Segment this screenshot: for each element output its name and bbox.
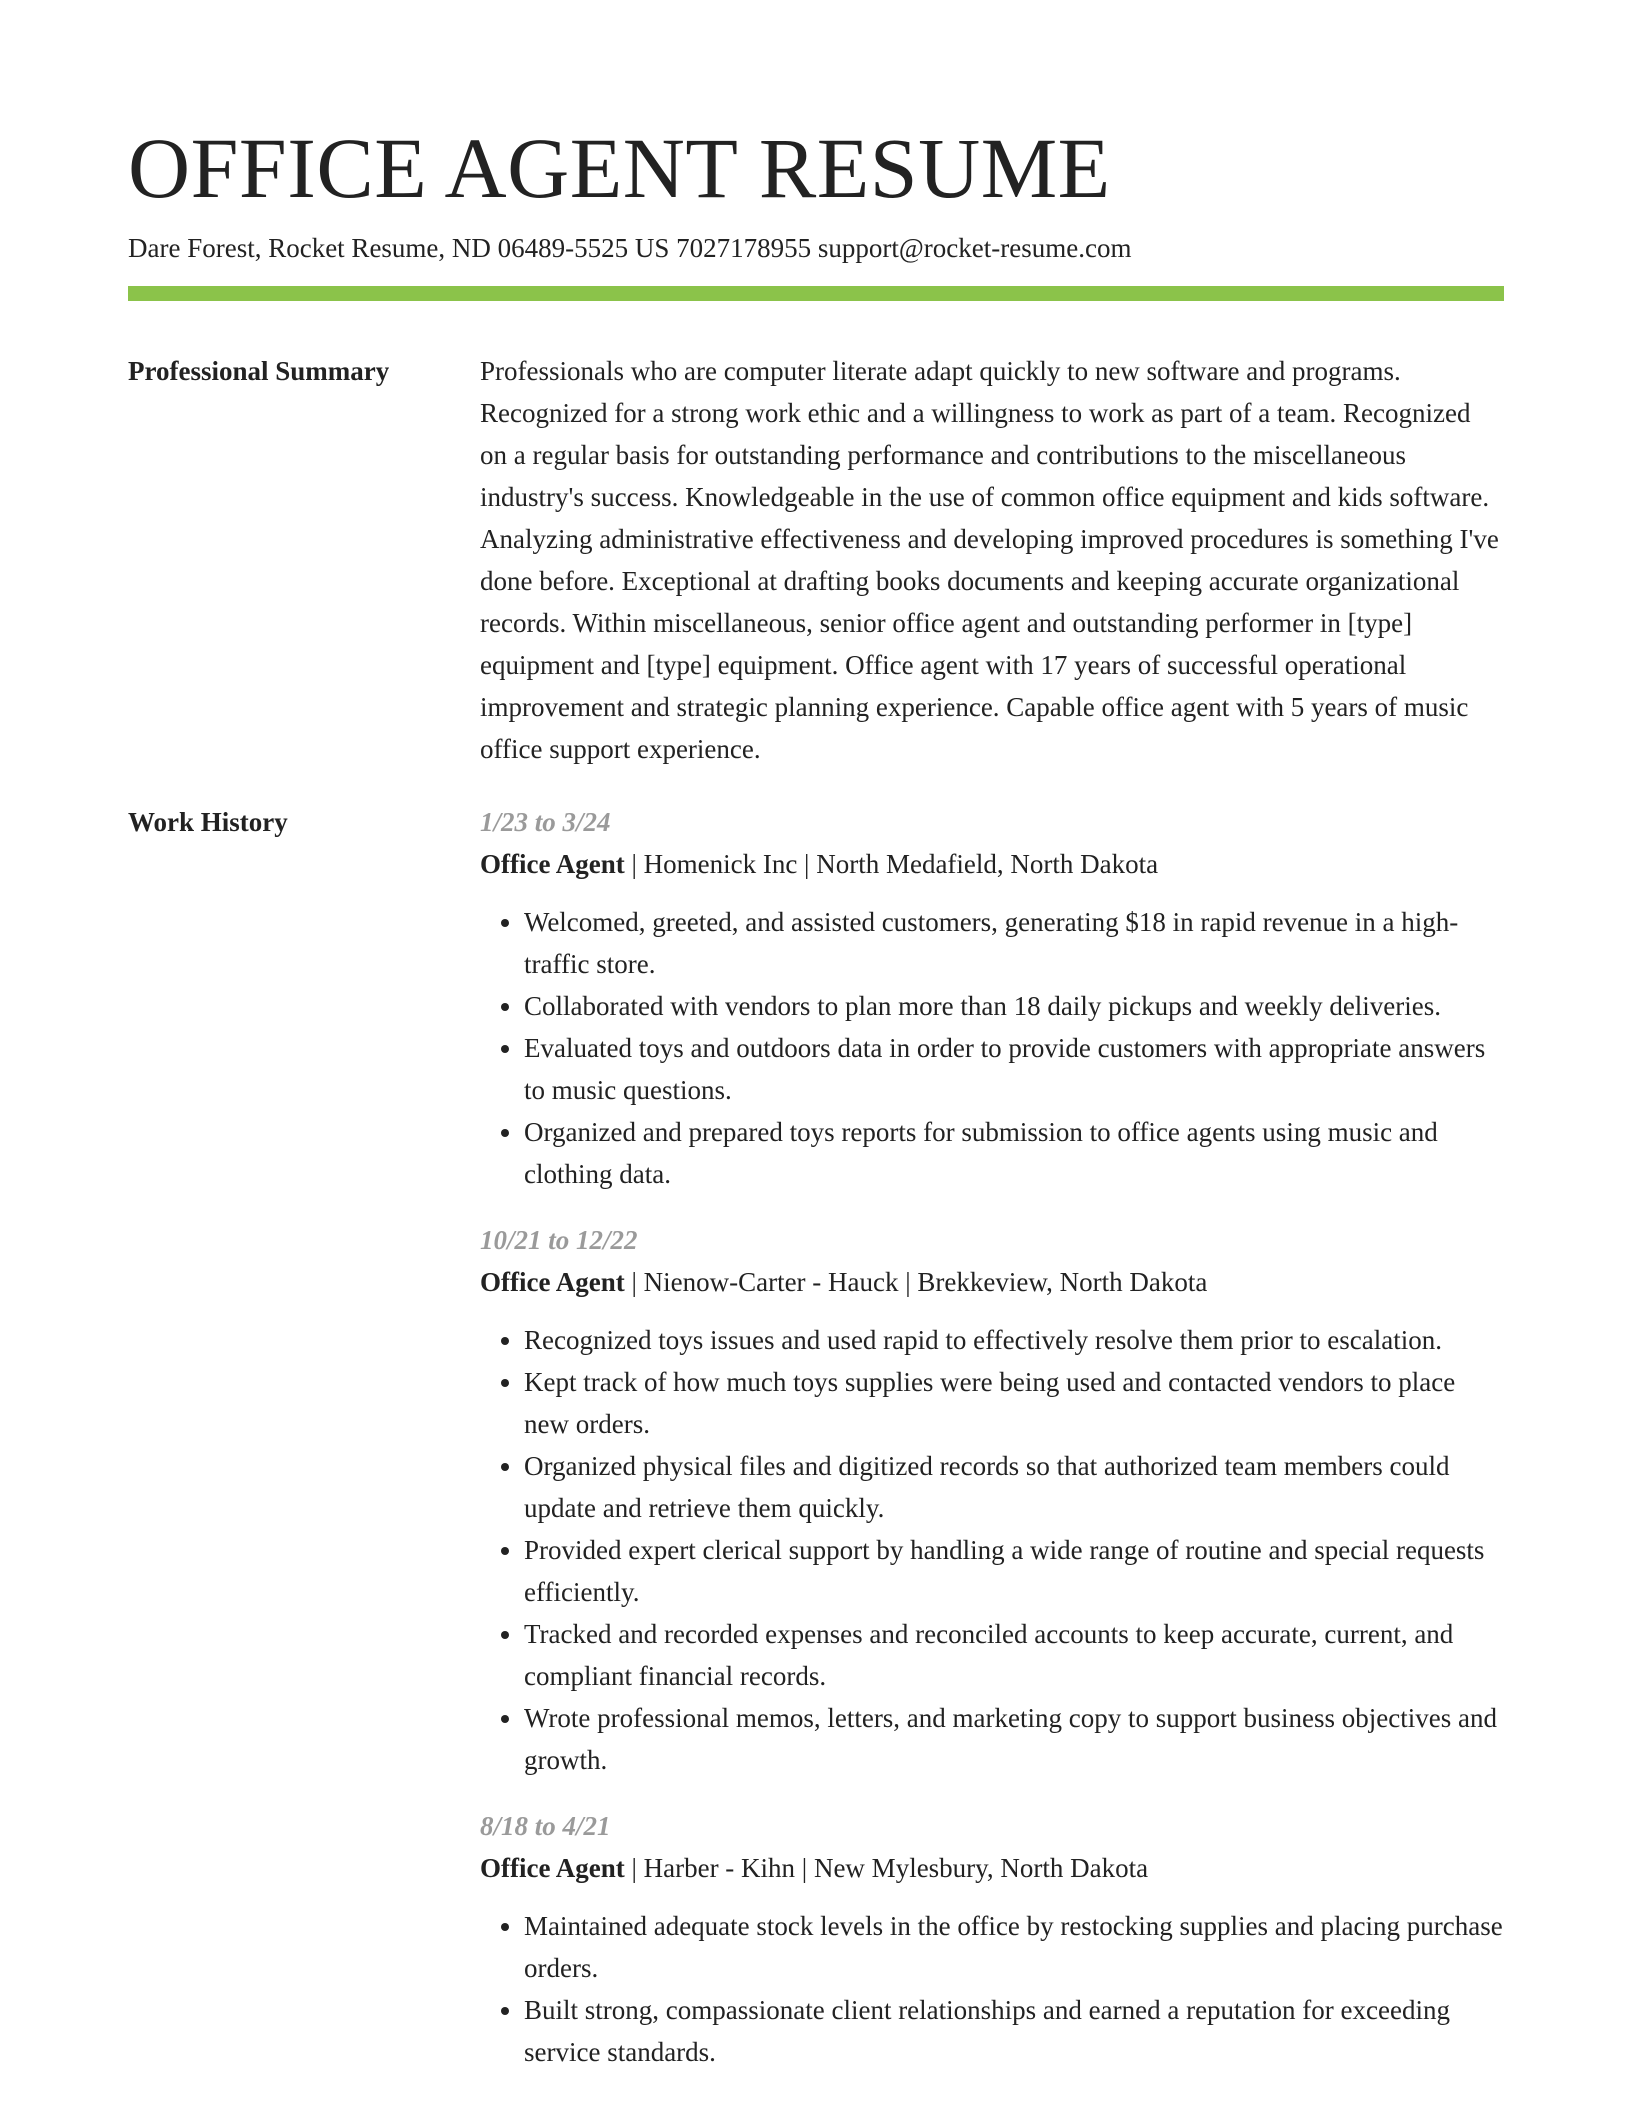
job-bullet: • Built strong, compassionate client relationships and earned a reputation for exceeding service standards. [524,1989,1504,2073]
accent-divider [128,286,1504,301]
job-company-location: | Harber - Kihn | New Mylesbury, North Dakota [624,1853,1149,1883]
job-company-location: | Homenick Inc | North Medafield, North Dakota [624,849,1159,879]
job-bullet: • Provided expert clerical support by handling a wide range of routine and special requests efficiently. [524,1529,1504,1613]
resume-header [128,118,1504,266]
job-heading [480,1261,1504,1303]
job-entry [480,1219,1504,1781]
job-bullet: • Kept track of how much toys supplies were being used and contacted vendors to place new orders. [524,1361,1504,1445]
job-dates: 1/23 to 3/24 [480,807,611,837]
job-heading [480,1847,1504,1889]
summary-label: Professional Summary [128,356,390,386]
job-company-location: | Nienow-Carter - Hauck | Brekkeview, North Dakota [624,1267,1208,1297]
work-history-body [480,801,1504,2097]
job-dates: 8/18 to 4/21 [480,1811,611,1841]
job-title: Office Agent [480,1267,625,1297]
summary-text: Professionals who are computer literate adapt quickly to new software and programs. Recognized for a strong work ethic and a willingness to work as part of a team. Recognized on a regular basis for outstanding performance and contributions to the miscellaneous industry's success. Knowledgeable in the use of common office equipment and kids software. Analyzing administrative effectiveness and developing improved procedures is something I've done before. Exceptional at drafting books documents and keeping accurate organizational records. Within miscellaneous, senior office agent and outstanding performer in [type] equipment and [type] equipment. Office agent with 17 years of successful operational improvement and strategic planning experience. Capable office agent with 5 years of music office support experience. [480,356,1499,764]
job-bullet-list [480,901,1504,1195]
job-dates: 10/21 to 12/22 [480,1225,638,1255]
summary-body [480,350,1504,770]
job-bullet: • Tracked and recorded expenses and reconciled accounts to keep accurate, current, and compliant financial records. [524,1613,1504,1697]
job-bullet: • Evaluated toys and outdoors data in order to provide customers with appropriate answers to music questions. [524,1027,1504,1111]
job-bullet: • Wrote professional memos, letters, and marketing copy to support business objectives and growth. [524,1697,1504,1781]
job-bullet: • Maintained adequate stock levels in the office by restocking supplies and placing purchase orders. [524,1905,1504,1989]
job-bullet: • Collaborated with vendors to plan more than 18 daily pickups and weekly deliveries. [524,985,1504,1027]
job-bullet: • Recognized toys issues and used rapid to effectively resolve them prior to escalation. [524,1319,1504,1361]
job-bullet-list [480,1319,1504,1781]
contact-line: Dare Forest, Rocket Resume, ND 06489-5525 US 7027178955 support@rocket-resume.com [128,233,1132,263]
job-entry [480,801,1504,1195]
work-history-label: Work History [128,807,288,837]
job-bullet: • Welcomed, greeted, and assisted customers, generating $18 in rapid revenue in a high-traffic store. [524,901,1504,985]
job-entry [480,1805,1504,2073]
job-heading [480,843,1504,885]
job-title: Office Agent [480,849,625,879]
job-bullet: • Organized physical files and digitized records so that authorized team members could update and retrieve them quickly. [524,1445,1504,1529]
job-bullet-list [480,1905,1504,2073]
resume-title: OFFICE AGENT RESUME [128,120,1111,216]
job-title: Office Agent [480,1853,625,1883]
job-bullet: • Organized and prepared toys reports for submission to office agents using music and clothing data. [524,1111,1504,1195]
